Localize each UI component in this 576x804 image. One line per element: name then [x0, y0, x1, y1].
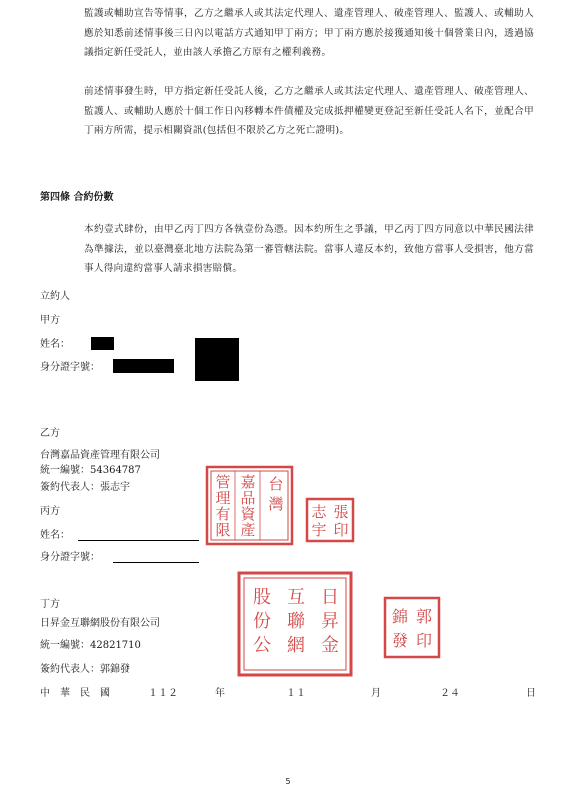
company-seal-d	[237, 571, 354, 677]
party-d-company: 日昇金互聯網股份有限公司	[40, 618, 160, 629]
svg-text:印: 印	[415, 631, 433, 650]
party-a-id-label: 身分證字號：	[40, 362, 100, 373]
party-c-label: 丙方	[40, 506, 60, 517]
page-number: 5	[285, 777, 291, 786]
svg-text:張: 張	[333, 503, 349, 521]
svg-text:管: 管	[215, 473, 231, 491]
party-a-label: 甲方	[40, 315, 60, 326]
svg-text:聯: 聯	[287, 611, 305, 632]
svg-text:印: 印	[333, 521, 349, 539]
party-b-tax-id: 統一編號：54364787	[40, 465, 141, 476]
svg-text:嘉: 嘉	[240, 473, 256, 491]
svg-text:網: 網	[287, 635, 305, 656]
party-d-tax-id: 統一編號：42821710	[40, 640, 141, 651]
svg-text:金: 金	[321, 635, 339, 656]
svg-text:限: 限	[215, 521, 231, 539]
party-a-name-label: 姓名：	[40, 339, 70, 350]
date-day-unit: 日	[526, 688, 536, 699]
svg-text:宇: 宇	[311, 521, 327, 539]
representative-seal-d	[383, 596, 441, 659]
clause4-body: 本約壹式肆份，由甲乙丙丁四方各執壹份為憑。因本約所生之爭議，甲乙丙丁四方同意以中華民國法律為準據法，並以臺灣臺北地方法院為第一審管轄法院。當事人違反本約，致他方當事人受損害，他方當事人得向違約當事人請求損害賠償。	[84, 224, 534, 274]
date-era: 中 華 民 國	[40, 688, 110, 699]
party-b-label: 乙方	[40, 428, 60, 439]
date-day: ２４	[440, 688, 460, 699]
redacted-id-number	[113, 359, 174, 373]
svg-text:志: 志	[311, 503, 327, 521]
party-c-id-label: 身分證字號：	[40, 552, 100, 563]
party-d-label: 丁方	[40, 599, 60, 610]
svg-text:股: 股	[253, 587, 271, 608]
party-b-company: 台灣嘉品資產管理有限公司	[40, 450, 160, 461]
svg-text:台: 台	[268, 475, 284, 493]
date-year-unit: 年	[215, 688, 225, 699]
date-year: １１２	[148, 688, 178, 699]
svg-text:灣: 灣	[268, 495, 284, 513]
svg-text:資: 資	[240, 505, 256, 523]
date-month-unit: 月	[371, 688, 381, 699]
representative-seal-b	[305, 497, 355, 543]
party-c-name-line	[78, 540, 199, 541]
party-d-representative: 簽約代表人：郭錦發	[40, 664, 130, 675]
clause3-paragraph-2: 前述情事發生時，甲方指定新任受託人後，乙方之繼承人或其法定代理人、遺產管理人、破產管理人、監護人、或輔助人應於十個工作日內移轉本件債權及完成抵押權變更登記至新任受託人名下，並配合甲丁兩方所需，提示相關資訊(包括但不限於乙方之死亡證明)。	[84, 86, 534, 136]
svg-text:份: 份	[253, 611, 271, 632]
svg-text:有: 有	[215, 505, 231, 523]
party-b-representative: 簽約代表人：張志宇	[40, 482, 130, 493]
redacted-seal	[195, 338, 239, 381]
svg-text:昇: 昇	[321, 611, 339, 632]
clause3-paragraph-1: 監護或輔助宣告等情事，乙方之繼承人或其法定代理人、遺產管理人、破產管理人、監護人、或輔助人應於知悉前述情事後三日內以電話方式通知甲丁兩方；甲丁兩方應於接獲通知後十個營業日內，透過協議指定新任受託人，並由該人承擔乙方原有之權利義務。	[84, 8, 534, 58]
date-month: １１	[286, 688, 306, 699]
svg-text:郭: 郭	[415, 607, 433, 626]
clause4-heading: 第四條 合約份數	[40, 192, 114, 203]
svg-text:發: 發	[391, 631, 409, 650]
svg-text:錦: 錦	[391, 607, 409, 626]
svg-text:產: 產	[240, 521, 256, 539]
svg-text:日: 日	[321, 587, 339, 608]
party-c-name-label: 姓名：	[40, 530, 70, 541]
signatories-title: 立約人	[40, 291, 70, 302]
company-seal-b	[205, 465, 295, 547]
svg-text:品: 品	[240, 489, 256, 507]
svg-text:公: 公	[253, 635, 271, 656]
svg-text:理: 理	[215, 489, 231, 507]
svg-text:互: 互	[287, 587, 305, 608]
party-c-id-line	[113, 562, 199, 563]
redacted-name	[91, 337, 114, 350]
